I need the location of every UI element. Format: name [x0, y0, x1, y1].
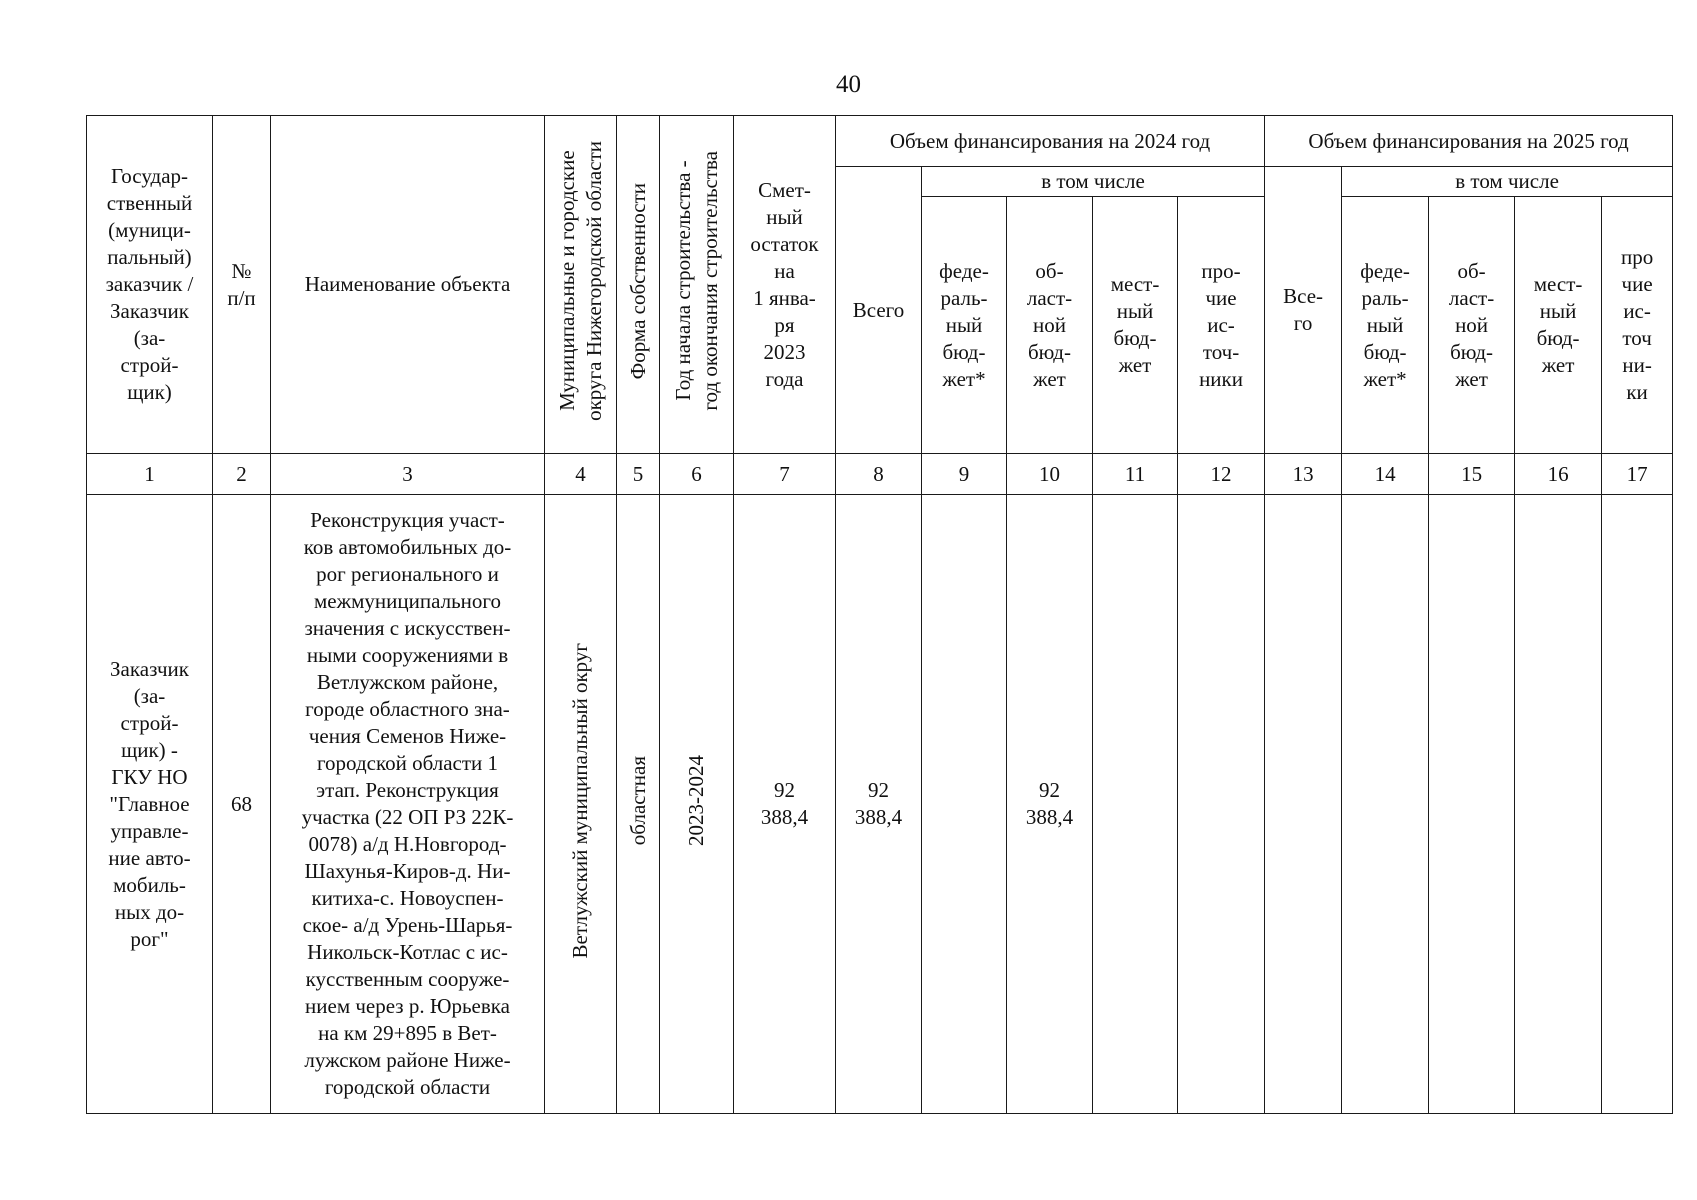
financing-table [86, 115, 1673, 1114]
row-num: 68 [213, 495, 271, 1114]
row-years: 2023-2024 [684, 755, 708, 846]
header-total-2025: Все- го [1265, 167, 1342, 454]
column-number: 16 [1515, 454, 1602, 495]
column-number: 13 [1265, 454, 1342, 495]
header-total-2024: Всего [836, 167, 922, 454]
header-row-1 [87, 116, 1673, 167]
row-federal-2025 [1342, 495, 1429, 1114]
row-remainder: 92 388,4 [734, 495, 836, 1114]
row-total-2025 [1265, 495, 1342, 1114]
header-regional-2025: об- ласт- ной бюд- жет [1429, 197, 1515, 454]
header-local-2025: мест- ный бюд- жет [1515, 197, 1602, 454]
header-municipality-cell [545, 116, 617, 454]
row-ownership: областная [625, 755, 650, 846]
header-ownership-cell [617, 116, 660, 454]
row-other-2025 [1602, 495, 1673, 1114]
header-regional-2024: об- ласт- ной бюд- жет [1007, 197, 1093, 454]
header-remainder: Смет- ный остаток на 1 янва- ря 2023 года [734, 116, 836, 454]
column-number-row [87, 454, 1673, 495]
row-object-name: Реконструкция участ- ков автомобильных до- рог регионального и межмуниципального значения с искусствен- ными сооружениями в Ветлужском районе, городе областного зна- чения Семенов Ниже- городской области 1 этап. Реконструкция участка (22 ОП РЗ 22К- 0078) а/д Н.Новгород- Шахунья-Киров-д. Ни- китиха-с. Новоуспен- ское- а/д Урень-Шарья- Никольск-Котлас с ис- кусственным сооруже- нием через р. Юрьевка на км 29+895 в Вет- лужском районе Ниже- городской области [271, 495, 545, 1114]
header-federal-2025: феде- раль- ный бюд- жет* [1342, 197, 1429, 454]
column-number: 5 [617, 454, 660, 495]
header-fin-2024: Объем финансирования на 2024 год [836, 116, 1265, 167]
header-other-2024: про- чие ис- точ- ники [1178, 197, 1265, 454]
column-number: 7 [734, 454, 836, 495]
header-including-2024: в том числе [922, 167, 1265, 197]
header-customer: Государ- ственный (муници- пальный) заказчик / Заказчик (за- строй- щик) [87, 116, 213, 454]
column-number: 9 [922, 454, 1007, 495]
column-number: 2 [213, 454, 271, 495]
column-number: 15 [1429, 454, 1515, 495]
column-number: 6 [660, 454, 734, 495]
header-fin-2025: Объем финансирования на 2025 год [1265, 116, 1673, 167]
column-number: 11 [1093, 454, 1178, 495]
column-number: 14 [1342, 454, 1429, 495]
header-years: Год начала строительства - год окончания строительства [670, 151, 722, 411]
column-number: 4 [545, 454, 617, 495]
header-local-2024: мест- ный бюд- жет [1093, 197, 1178, 454]
column-number: 12 [1178, 454, 1265, 495]
table-row [87, 495, 1673, 1114]
page-number: 40 [836, 71, 861, 98]
header-including-2025: в том числе [1342, 167, 1673, 197]
header-other-2025: про чие ис- точ ни- ки [1602, 197, 1673, 454]
row-local-2024 [1093, 495, 1178, 1114]
column-number: 10 [1007, 454, 1093, 495]
header-num: № п/п [213, 116, 271, 454]
header-municipality: Муниципальные и городские округа Нижегородской области [554, 141, 606, 421]
row-federal-2024 [922, 495, 1007, 1114]
column-number: 1 [87, 454, 213, 495]
header-object-name: Наименование объекта [271, 116, 545, 454]
row-ownership-cell [617, 495, 660, 1114]
header-years-cell [660, 116, 734, 454]
column-number: 3 [271, 454, 545, 495]
column-number: 8 [836, 454, 922, 495]
row-regional-2025 [1429, 495, 1515, 1114]
row-total-2024: 92 388,4 [836, 495, 922, 1114]
column-number: 17 [1602, 454, 1673, 495]
row-other-2024 [1178, 495, 1265, 1114]
header-ownership: Форма собственности [625, 182, 650, 380]
row-years-cell [660, 495, 734, 1114]
row-regional-2024: 92 388,4 [1007, 495, 1093, 1114]
header-federal-2024: феде- раль- ный бюд- жет* [922, 197, 1007, 454]
row-customer: Заказчик (за- строй- щик) - ГКУ НО "Главное управле- ние авто- мобиль- ных до- рог" [87, 495, 213, 1114]
row-municipality-cell [545, 495, 617, 1114]
row-local-2025 [1515, 495, 1602, 1114]
row-municipality: Ветлужский муниципальный округ [568, 642, 592, 959]
